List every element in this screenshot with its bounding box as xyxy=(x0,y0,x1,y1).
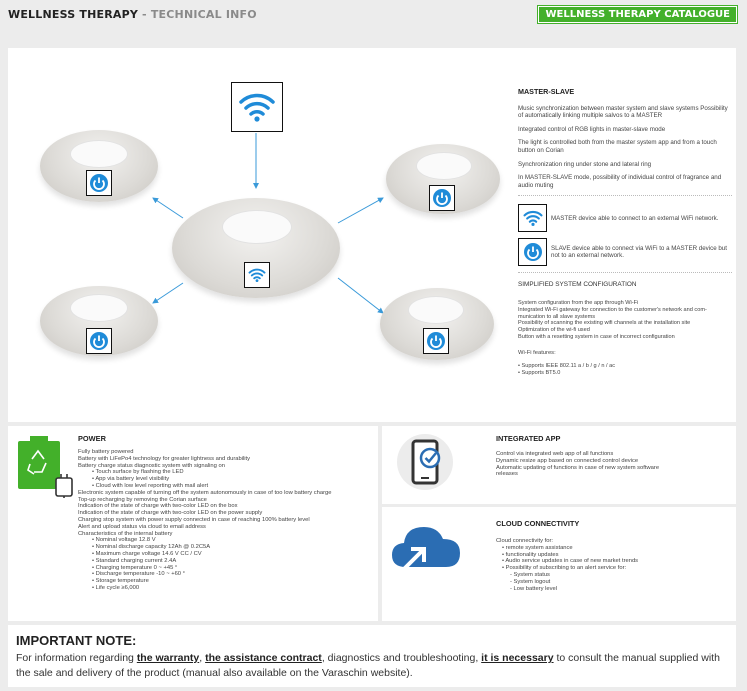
battery-spec: • Nominal discharge capacity 12Ah @ 0.2C5A xyxy=(92,544,211,551)
ms-paragraph: Music synchronization between master system and slave systems Possibility of automatically linking multiple salvos to a MASTER xyxy=(518,104,728,120)
master-slave-heading: MASTER-SLAVE xyxy=(518,87,575,96)
battery-spec: • Standard charging current 2.4A xyxy=(92,557,177,564)
power-sub-bullet: • Touch surface by flashing the LED xyxy=(92,469,184,476)
cloud-line: • remote system assistance xyxy=(502,544,573,551)
battery-recycle-icon xyxy=(16,434,76,498)
battery-spec: • Maximum charge voltage 14.6 V CC / CV xyxy=(92,550,202,557)
header-subtitle: - TECHNICAL INFO xyxy=(142,8,257,21)
power-line: Top-up recharging by removing the Corian surface xyxy=(78,496,207,503)
cloud-line: Cloud connectivity for: xyxy=(496,538,554,544)
power-sub-bullet: • App via battery level visibility xyxy=(92,476,170,483)
wifi-icon xyxy=(247,267,267,283)
app-title: INTEGRATED APP xyxy=(496,434,561,443)
header-title xyxy=(8,8,257,21)
battery-spec: • Discharge temperature -10 ~ +60 ° xyxy=(92,571,185,578)
power-body xyxy=(78,449,374,592)
wifi-feature: • Supports IEEE 802.11 a / b / g / n / ac xyxy=(518,363,616,370)
app-body xyxy=(496,451,726,478)
app-line: Dynamic resize app based on connected control device xyxy=(496,457,639,464)
cloud-sub: - System logout xyxy=(510,578,551,585)
slave-badge-top-right xyxy=(429,185,455,211)
note-title: IMPORTANT NOTE: xyxy=(16,633,137,648)
arrow-bottom-left xyxy=(153,283,183,303)
important-note-panel xyxy=(8,625,736,687)
wifi-master-box xyxy=(231,82,283,132)
app-line: Control via integrated web app of all functions xyxy=(496,451,614,457)
simplified-lines xyxy=(518,300,732,341)
power-sub-bullet: • Cloud with low level reporting with mail alert xyxy=(92,482,209,489)
power-line: Alert and upload status via cloud to email address xyxy=(78,523,206,530)
power-button-icon xyxy=(89,331,109,351)
battery-spec: • Life cycle ≥6,000 xyxy=(92,584,140,591)
cloud-line: • Audio service updates in case of new market trends xyxy=(502,558,639,565)
cloud-line: • functionality updates xyxy=(502,551,559,558)
simplified-line: Possibility of scanning the existing wifi channels at the installation site xyxy=(518,320,691,327)
master-slave-panel xyxy=(8,48,736,422)
legend-slave-icon-box xyxy=(518,238,547,266)
cloud-connectivity-panel xyxy=(382,507,736,621)
power-line: Indication of the state of charge with two-color LED on the box xyxy=(78,503,238,510)
battery-spec: • Nominal voltage 12.8 V xyxy=(92,537,156,544)
app-line: releases xyxy=(496,471,518,478)
cloud-title: CLOUD CONNECTIVITY xyxy=(496,519,580,528)
phone-check-icon xyxy=(396,432,454,492)
simplified-line: System configuration from the app through Wi-Fi xyxy=(518,299,639,306)
power-line: Fully battery powered xyxy=(78,449,134,455)
note-body xyxy=(16,651,726,681)
arrow-top-left xyxy=(153,198,183,218)
legend-master-icon-box xyxy=(518,204,547,232)
cloud-sub: - Low battery level xyxy=(510,585,558,592)
simplified-line: munication to all slave systems xyxy=(518,313,596,320)
ms-paragraph: The light is controlled both from the master system app and from a touch button on Corian xyxy=(518,139,717,154)
power-line: Characteristics of the internal battery xyxy=(78,530,173,537)
wifi-icon xyxy=(237,90,277,124)
battery-spec: • Storage temperature xyxy=(92,578,149,585)
cloud-sub: - System status xyxy=(510,571,550,578)
power-button-icon xyxy=(89,173,109,193)
wifi-icon xyxy=(522,209,544,227)
app-line: Automatic updating of functions in case of new system software xyxy=(496,464,660,471)
divider xyxy=(518,272,732,273)
slave-badge-bottom-right xyxy=(423,328,449,354)
slave-badge-bottom-left xyxy=(86,328,112,354)
note-text: , diagnostics and troubleshooting, xyxy=(321,652,482,664)
simplified-heading: SIMPLIFIED SYSTEM CONFIGURATION xyxy=(518,281,637,289)
cloud-arrow-icon xyxy=(388,517,464,577)
power-button-icon xyxy=(426,331,446,351)
power-title: POWER xyxy=(78,434,106,443)
note-emphasis-contract: the assistance contract xyxy=(205,652,322,664)
note-emphasis-warranty: the warranty xyxy=(136,652,200,664)
ms-paragraph: In MASTER-SLAVE mode, possibility of individual control of fragrance and audio muting xyxy=(518,174,722,189)
power-line: Indication of the state of charge with two-color LED on the power supply xyxy=(78,510,263,517)
ms-paragraph: Synchronization ring under stone and lateral ring xyxy=(518,160,652,168)
catalogue-link[interactable]: WELLNESS THERAPY CATALOGUE xyxy=(538,6,737,23)
note-emphasis-necessary: it is necessary xyxy=(481,652,554,664)
master-slave-text xyxy=(518,88,732,377)
legend-slave-text: SLAVE device able to connect via WiFi to a MASTER device but not to an external network. xyxy=(551,244,727,260)
simplified-line: Integrated Wi-Fi gateway for connection to the customer's network and com- xyxy=(518,306,707,313)
power-line: Battery charge status diagnostic system with signaling on xyxy=(78,462,225,469)
arrow-top-right xyxy=(338,198,383,223)
battery-spec: • Charging temperature 0 ~ +45 ° xyxy=(92,564,178,571)
power-line: Electronic system capable of turning off the system autonomously in case of too low battery charge xyxy=(78,489,332,496)
simplified-line: Optimization of the wi-fi used xyxy=(518,327,590,334)
cloud-line: • Possibility of subscribing to an alert service for: xyxy=(502,565,627,572)
ms-paragraph: Integrated control of RGB lights in master-slave mode xyxy=(518,125,666,133)
note-text: to consult the manual supplied with the sale and delivery of the product (manual also available on the Varaschin website). xyxy=(16,652,720,679)
header-brand: WELLNESS THERAPY xyxy=(8,8,139,21)
arrow-bottom-right xyxy=(338,278,383,313)
power-button-icon xyxy=(432,188,452,208)
note-text: , xyxy=(199,652,206,664)
wifi-features-title: Wi-Fi features: xyxy=(518,349,556,356)
divider xyxy=(518,195,732,196)
simplified-line: Button with a resetting system in case of incorrect configuration xyxy=(518,333,675,340)
legend-slave xyxy=(518,238,732,266)
power-line: Battery with LiFePo4 technology for greater lightness and durability xyxy=(78,455,251,462)
integrated-app-panel xyxy=(382,426,736,504)
wifi-feature: • Supports BT5.0 xyxy=(518,370,561,377)
master-badge-center xyxy=(244,262,270,288)
note-text: For information regarding xyxy=(16,652,137,664)
legend-master xyxy=(518,204,732,232)
cloud-body xyxy=(496,538,726,592)
power-button-icon xyxy=(523,242,543,262)
slave-badge-top-left xyxy=(86,170,112,196)
legend-master-text: MASTER device able to connect to an external WiFi network. xyxy=(551,214,719,222)
power-panel xyxy=(8,426,378,621)
power-line: Charging stop system with power supply connected in case of reaching 100% battery level xyxy=(78,516,310,523)
